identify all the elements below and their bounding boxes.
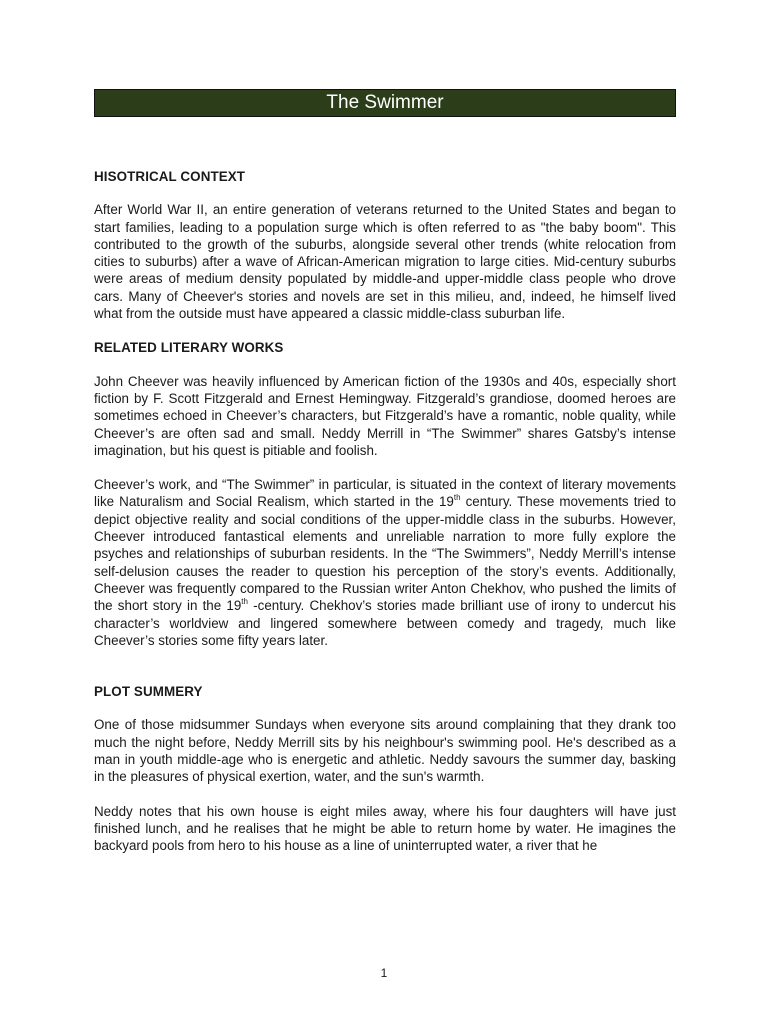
section-heading-related-works: RELATED LITERARY WORKS <box>94 340 284 356</box>
document-title: The Swimmer <box>94 89 676 117</box>
section-spacer <box>94 666 676 683</box>
page-number: 1 <box>380 966 388 980</box>
plot-paragraph-1: One of those midsummer Sundays when everyone sits around complaining that they drank too much the night before, Neddy Merrill sits by his neighbour's swimming pool. He's described as a man in youth middle-age who is energetic and athletic. Neddy savours the summer day, basking in the pleasures of physical exertion, water, and the sun's warmth. <box>94 717 676 785</box>
superscript-th-1: th <box>453 493 461 503</box>
section-heading-plot: PLOT SUMMERY <box>94 684 203 700</box>
superscript-th-2: th <box>241 597 248 607</box>
historical-paragraph: After World War II, an entire generation of veterans returned to the United States and began to start families, leading to a population surge which is often referred to as "the baby boom". This contributed to the growth of the suburbs, alongside several other trends (white relocation from cities to suburbs) after a wave of African-American migration to large cities. Mid-century suburbs were areas of medium density populated by middle-and upper-middle class people who drove cars. Many of Cheever's stories and novels are set in this milieu, and, indeed, he himself lived what from the outside must have appeared a classic middle-class suburban life. <box>94 202 676 322</box>
related-paragraph-2-part-b: century. These movements tried to depict objective reality and social conditions of the upper-middle class in the suburbs. However, Cheever introduced fantastical elements and unreliable narration to more fully explore the psyches and relationships of suburban residents. In the “The Swimmers”, Neddy Merrill’s intense self-delusion causes the reader to question his perception of the story’s events. Additionally, Cheever was frequently compared to the Russian writer Anton Chekhov, who pushed the limits of the short story in the 19 <box>94 494 676 614</box>
related-paragraph-2-part-c: -century. Chekhov’s stories made brilliant use of irony to undercut his character’s worldview and lingered somewhere between comedy and tragedy, much like Cheever’s stories some fifty years later. <box>94 598 676 648</box>
related-paragraph-1: John Cheever was heavily influenced by American fiction of the 1930s and 40s, especially short fiction by F. Scott Fitzgerald and Ernest Hemingway. Fitzgerald’s grandiose, doomed heroes are sometimes echoed in Cheever’s characters, but Fitzgerald’s have a romantic, noble quality, while Cheever’s are often sad and small. Neddy Merrill in “The Swimmer” shares Gatsby’s intense imagination, but his quest is pitiable and foolish. <box>94 373 676 458</box>
section-heading-historical: HISOTRICAL CONTEXT <box>94 169 246 184</box>
related-paragraph-2 <box>94 476 676 649</box>
related-paragraph-2-part-a: Cheever’s work, and “The Swimmer” in particular, is situated in the context of literary movements like Naturalism and Social Realism, which started in the 19 <box>94 477 676 510</box>
document-body <box>94 168 676 872</box>
plot-paragraph-2: Neddy notes that his own house is eight miles away, where his four daughters will have just finished lunch, and he realises that he might be able to return home by water. He imagines the backyard pools from hero to his house as a line of uninterrupted water, a river that he <box>94 803 676 854</box>
